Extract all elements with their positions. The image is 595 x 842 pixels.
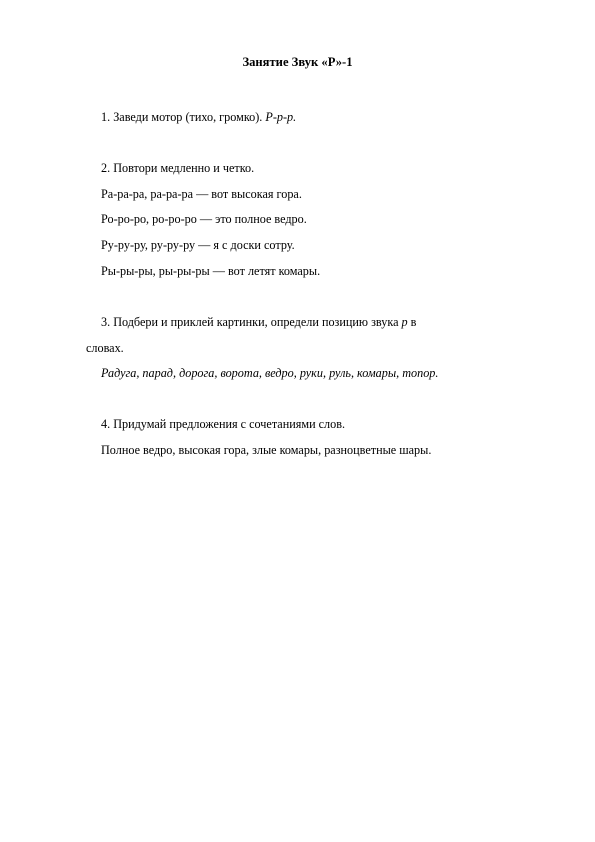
task2-line-1: Ра-ра-ра, ра-ра-ра — вот высокая гора. <box>101 187 302 201</box>
task3-heading <box>101 316 416 328</box>
task2-line-2: Ро-ро-ро, ро-ро-ро — это полное ведро. <box>101 212 307 226</box>
task2-heading: 2. Повтори медленно и четко. <box>101 161 255 175</box>
task2-line-3: Ру-ру-ру, ру-ру-ру — я с доски сотру. <box>101 238 295 252</box>
task1-example: Р-р-р. <box>265 110 297 124</box>
document-title: Занятие Звук «Р»-1 <box>242 55 353 69</box>
task1-line <box>101 111 296 123</box>
task3-words: Радуга, парад, дорога, ворота, ведро, руки, руль, комары, топор. <box>101 366 439 380</box>
task4-heading: 4. Придумай предложения с сочетаниями слов. <box>101 417 346 431</box>
task4-phrases: Полное ведро, высокая гора, злые комары, разноцветные шары. <box>101 443 432 457</box>
task3-heading-end: в <box>407 315 417 329</box>
task3-heading-text: 3. Подбери и приклей картинки, определи позицию звука <box>101 315 402 329</box>
task3-heading-wrap: словах. <box>86 341 124 355</box>
task3-heading-letter: р <box>401 315 408 329</box>
task1-text: 1. Заведи мотор (тихо, громко). <box>101 110 266 124</box>
task2-line-4: Ры-ры-ры, ры-ры-ры — вот летят комары. <box>101 264 321 278</box>
